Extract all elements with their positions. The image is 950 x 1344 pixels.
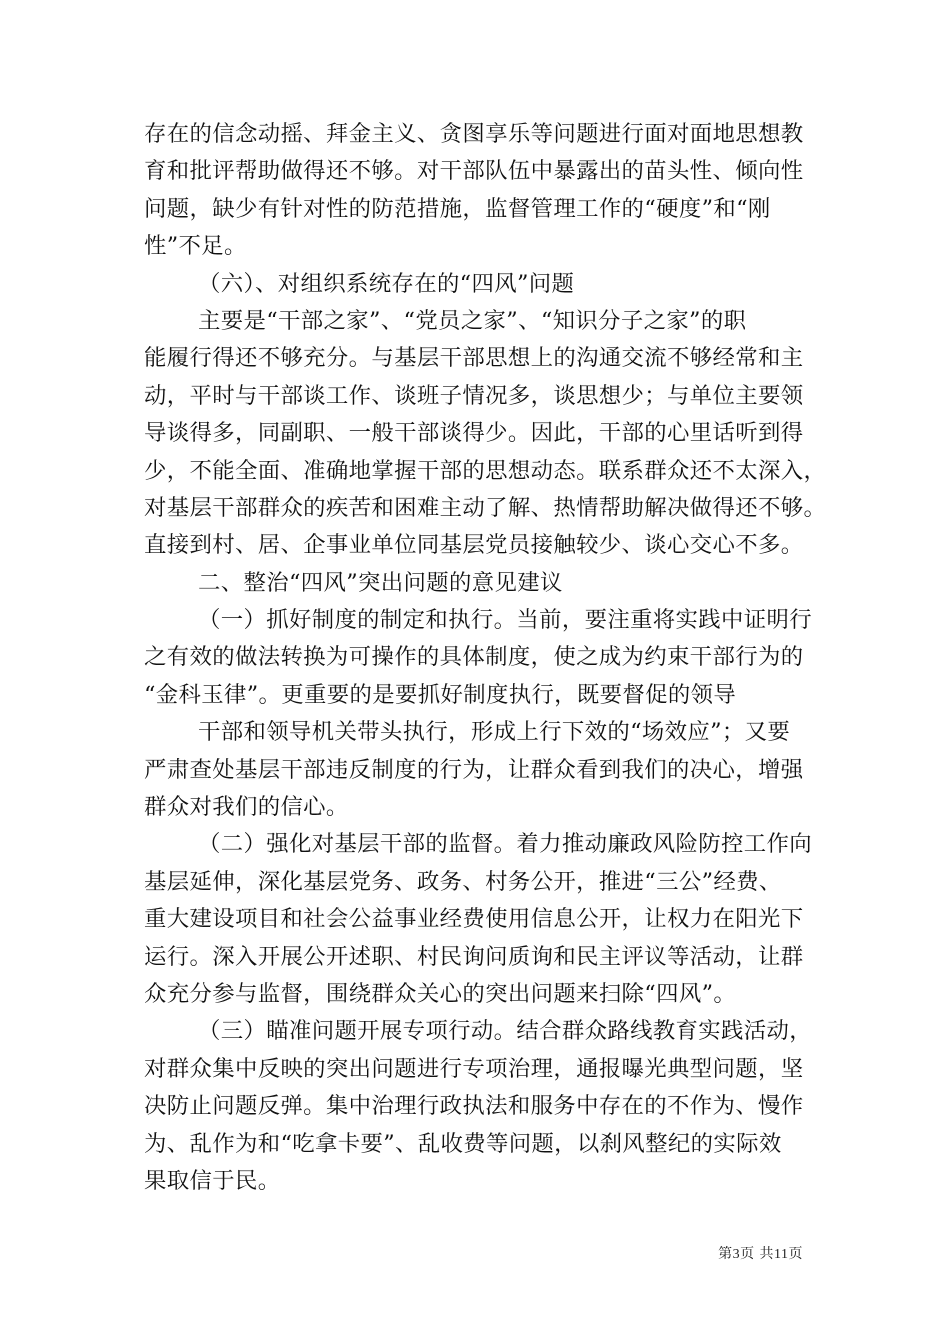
text-line: 基层延伸，深化基层党务、政务、村务公开，推进“三公”经费、 <box>144 868 782 895</box>
text-line: 导谈得多，同副职、一般干部谈得少。因此，干部的心里话听到得 <box>144 420 804 447</box>
paragraph-first-line: 主要是“干部之家”、“党员之家”、“知识分子之家”的职 <box>198 307 747 334</box>
text-line: 少，不能全面、准确地掌握干部的思想动态。联系群众还不太深入， <box>144 457 827 484</box>
text-line: “金科玉律”。更重要的是要抓好制度执行，既要督促的领导 <box>144 681 737 708</box>
footer-prefix: 第 <box>718 1246 733 1262</box>
text-line: 重大建设项目和社会公益事业经费使用信息公开，让权力在阳光下 <box>144 906 804 933</box>
text-line: 为、乱作为和“吃拿卡要”、乱收费等问题，以刹风整纪的实际效 <box>144 1130 782 1157</box>
paragraph-first-line: （二）强化对基层干部的监督。着力推动廉政风险防控工作向 <box>198 831 812 858</box>
text-line: 能履行得还不够充分。与基层干部思想上的沟通交流不够经常和主 <box>144 345 804 372</box>
text-line: 动，平时与干部谈工作、谈班子情况多，谈思想少；与单位主要领 <box>144 382 804 409</box>
section-heading: 二、整治“四风”突出问题的意见建议 <box>198 569 563 596</box>
text-line: 严肃查处基层干部违反制度的行为，让群众看到我们的决心，增强 <box>144 756 804 783</box>
text-line: 之有效的做法转换为可操作的具体制度，使之成为约束干部行为的 <box>144 644 804 671</box>
section-heading: （六）、对组织系统存在的“四风”问题 <box>198 270 575 297</box>
text-line: 对基层干部群众的疾苦和困难主动了解、热情帮助解决做得还不够。 <box>144 494 827 521</box>
paragraph-first-line: 干部和领导机关带头执行，形成上行下效的“场效应”；又要 <box>198 719 791 746</box>
footer-middle: 页 共 <box>740 1246 775 1262</box>
paragraph-first-line: （三）瞄准问题开展专项行动。结合群众路线教育实践活动， <box>198 1018 812 1045</box>
text-line: 运行。深入开展公开述职、村民询问质询和民主评议等活动，让群 <box>144 943 804 970</box>
footer-suffix: 页 <box>788 1246 803 1262</box>
text-line: 众充分参与监督，围绕群众关心的突出问题来扫除“四风”。 <box>144 980 737 1007</box>
text-line: 直接到村、居、企事业单位同基层党员接触较少、谈心交心不多。 <box>144 532 804 559</box>
page-total: 11 <box>774 1247 789 1262</box>
document-body <box>144 116 827 1200</box>
text-line: 问题，缺少有针对性的防范措施，监督管理工作的“硬度”和“刚 <box>144 195 771 222</box>
text-line: 性”不足。 <box>144 233 247 260</box>
text-line: 群众对我们的信心。 <box>144 794 349 821</box>
text-line: 果取信于民。 <box>144 1167 281 1194</box>
page-number: 3 <box>732 1247 741 1262</box>
page-footer <box>718 1245 803 1264</box>
text-line: 育和批评帮助做得还不够。对干部队伍中暴露出的苗头性、倾向性 <box>144 158 804 185</box>
text-line: 存在的信念动摇、拜金主义、贪图享乐等问题进行面对面地思想教 <box>144 121 804 147</box>
text-line: 决防止问题反弹。集中治理行政执法和服务中存在的不作为、慢作 <box>144 1093 804 1120</box>
paragraph-first-line: （一）抓好制度的制定和执行。当前，要注重将实践中证明行 <box>198 607 812 634</box>
text-line: 对群众集中反映的突出问题进行专项治理，通报曝光典型问题，坚 <box>144 1055 804 1082</box>
